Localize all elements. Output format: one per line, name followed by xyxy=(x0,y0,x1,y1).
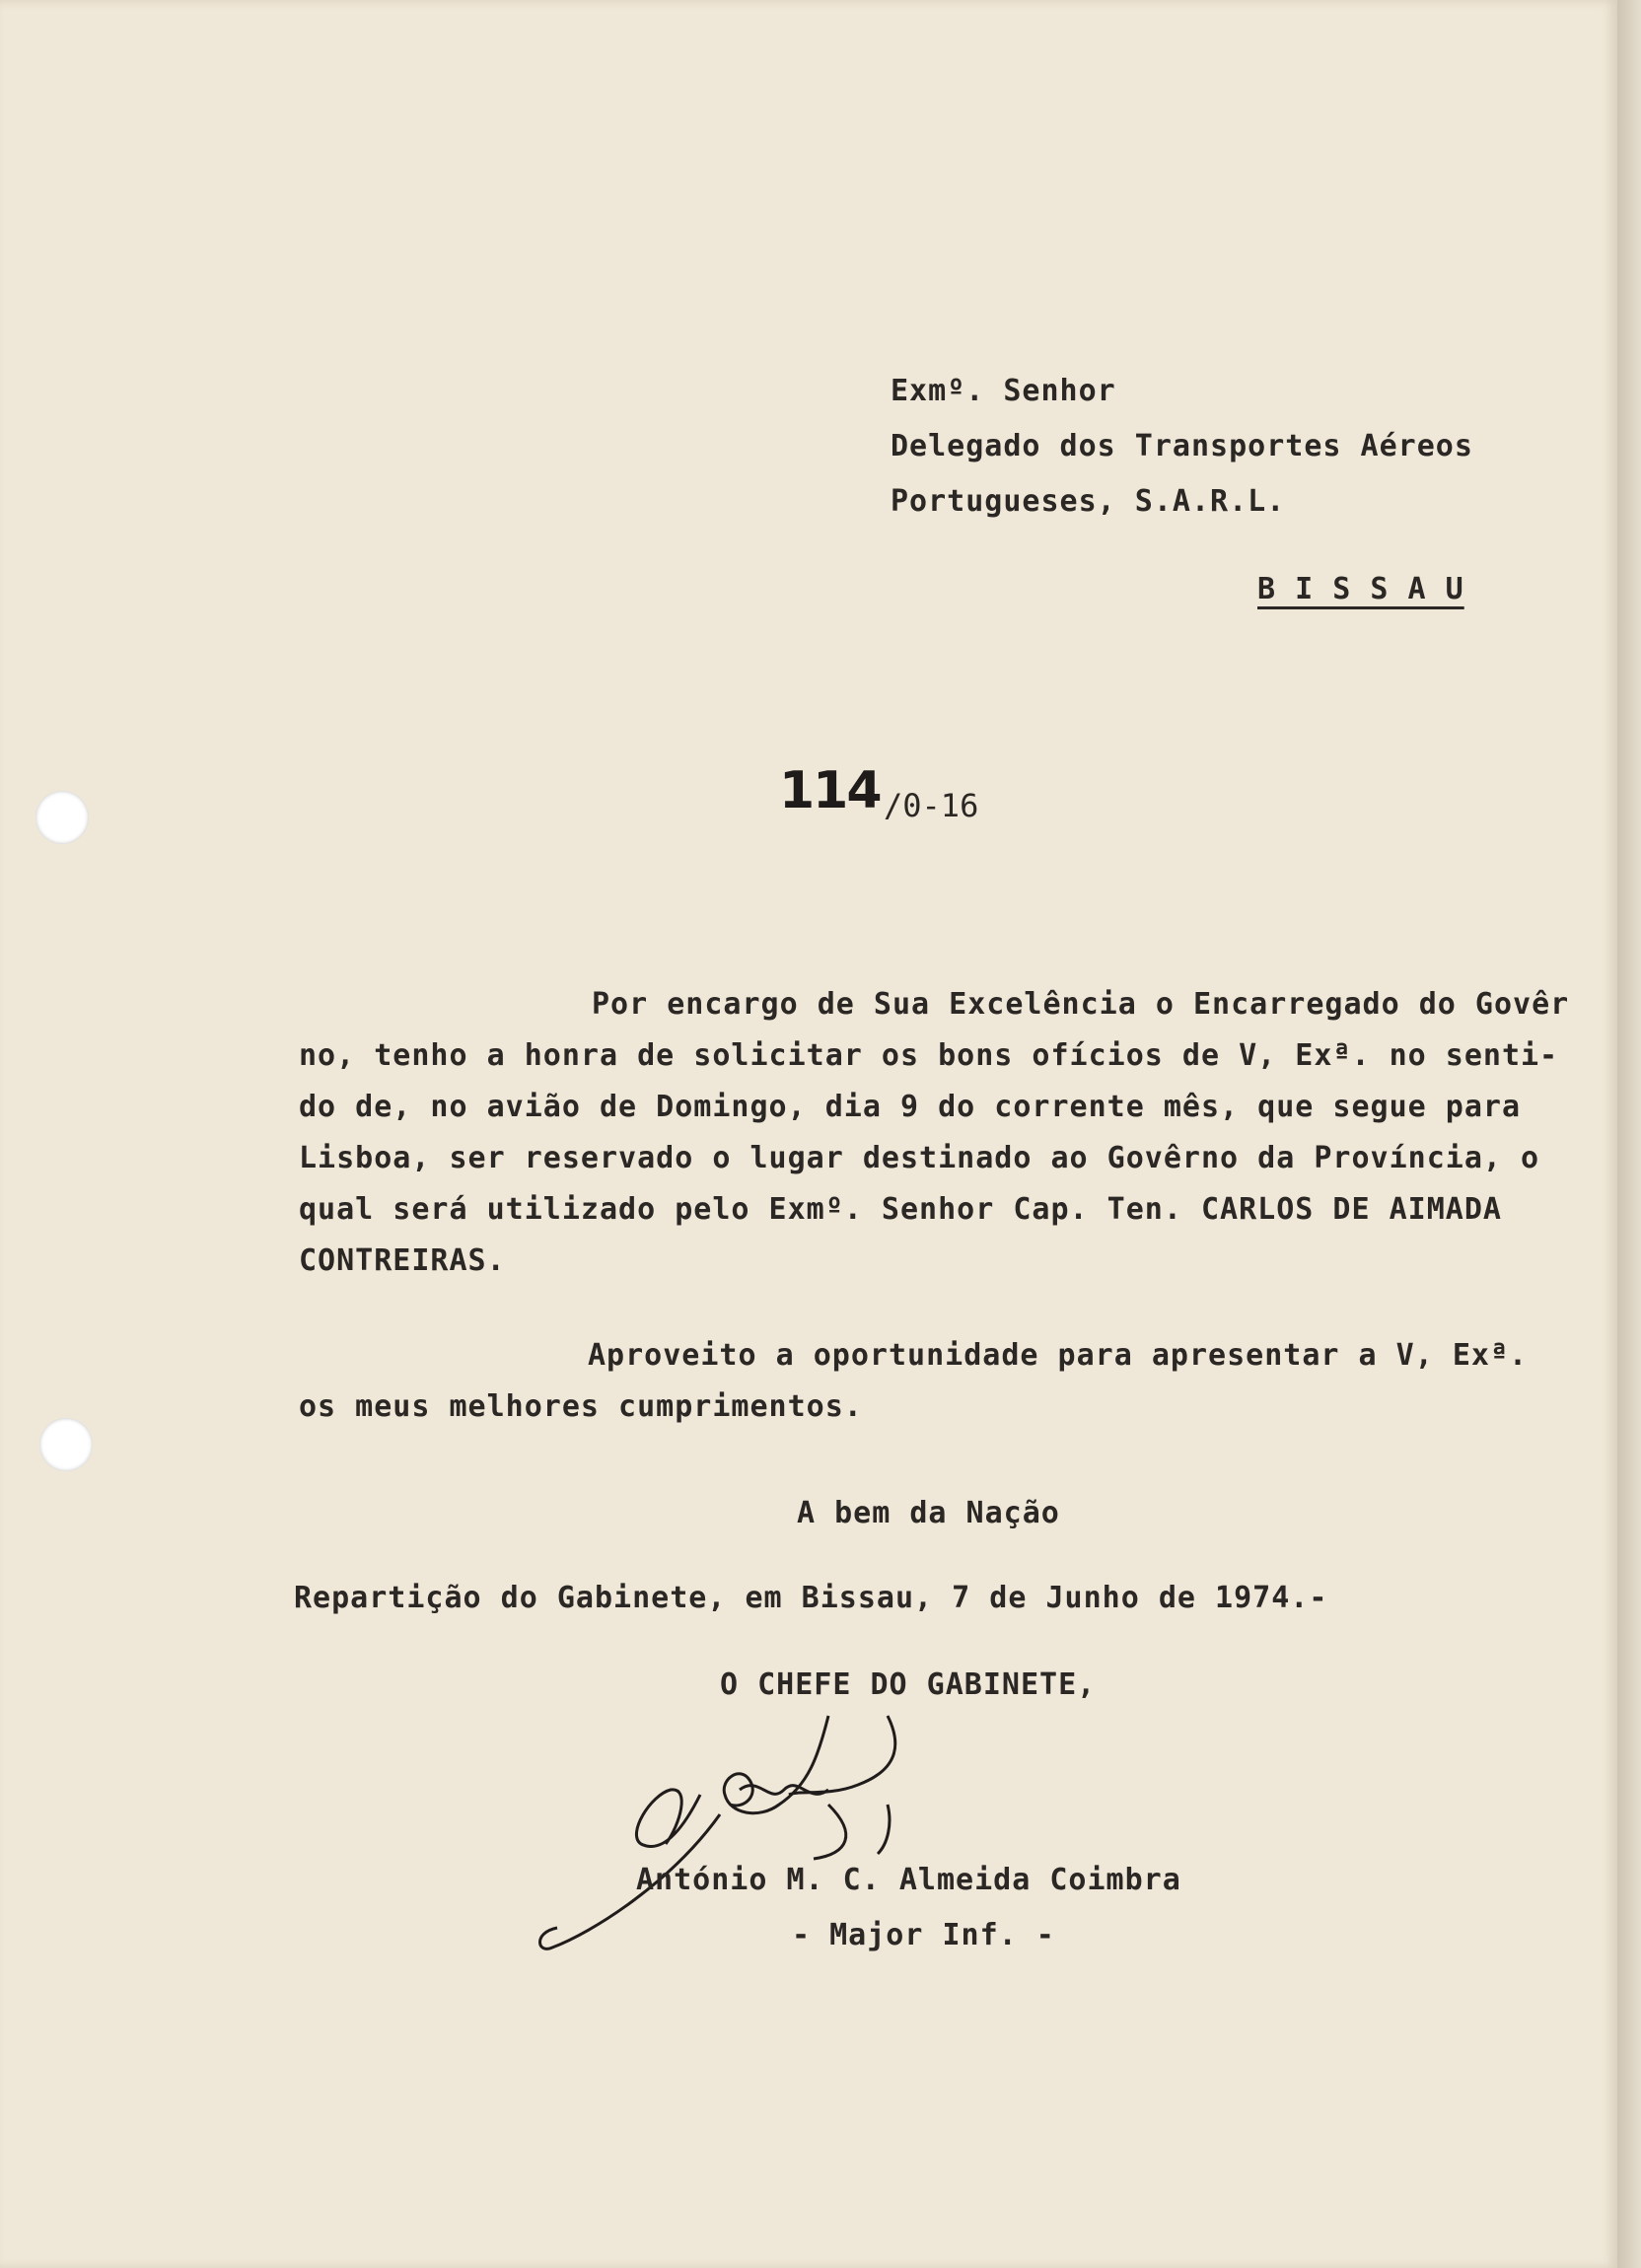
closing-place-date: Repartição do Gabinete, em Bissau, 7 de Junho de 1974.- xyxy=(294,1581,1328,1615)
addressee-line-3: Portugueses, S.A.R.L. xyxy=(891,484,1286,519)
addressee-line-2: Delegado dos Transportes Aéreos xyxy=(891,429,1473,463)
punch-hole-top xyxy=(36,791,89,844)
body-p1-line-2: no, tenho a honra de solicitar os bons ofícios de V, Exª. no senti- xyxy=(299,1038,1559,1073)
addressee-city: B I S S A U xyxy=(1257,572,1464,606)
closing-salutation: A bem da Nação xyxy=(797,1496,1060,1530)
body-p2-line-2: os meus melhores cumprimentos. xyxy=(299,1389,863,1424)
reference-suffix: /0-16 xyxy=(884,787,979,824)
body-p1-line-5: qual será utilizado pelo Exmº. Senhor Cap. Ten. CARLOS DE AIMADA xyxy=(299,1192,1502,1227)
paper-edge xyxy=(1617,0,1641,2268)
reference-number-handwritten: 114 xyxy=(779,761,881,820)
punch-hole-bottom xyxy=(39,1418,93,1471)
closing-role: O CHEFE DO GABINETE, xyxy=(720,1667,1097,1702)
closing-rank: - Major Inf. - xyxy=(792,1918,1055,1952)
body-p1-line-1: Por encargo de Sua Excelência o Encarregado do Govêr xyxy=(592,987,1570,1022)
body-p1-line-3: do de, no avião de Domingo, dia 9 do corrente mês, que segue para xyxy=(299,1090,1521,1124)
body-p1-line-4: Lisboa, ser reservado o lugar destinado ao Govêrno da Província, o xyxy=(299,1141,1540,1175)
body-p1-line-6: CONTREIRAS. xyxy=(299,1243,506,1278)
addressee-line-1: Exmº. Senhor xyxy=(891,374,1116,408)
body-p2-line-1: Aproveito a oportunidade para apresentar a V, Exª. xyxy=(588,1338,1529,1373)
closing-name: António M. C. Almeida Coimbra xyxy=(636,1863,1181,1897)
